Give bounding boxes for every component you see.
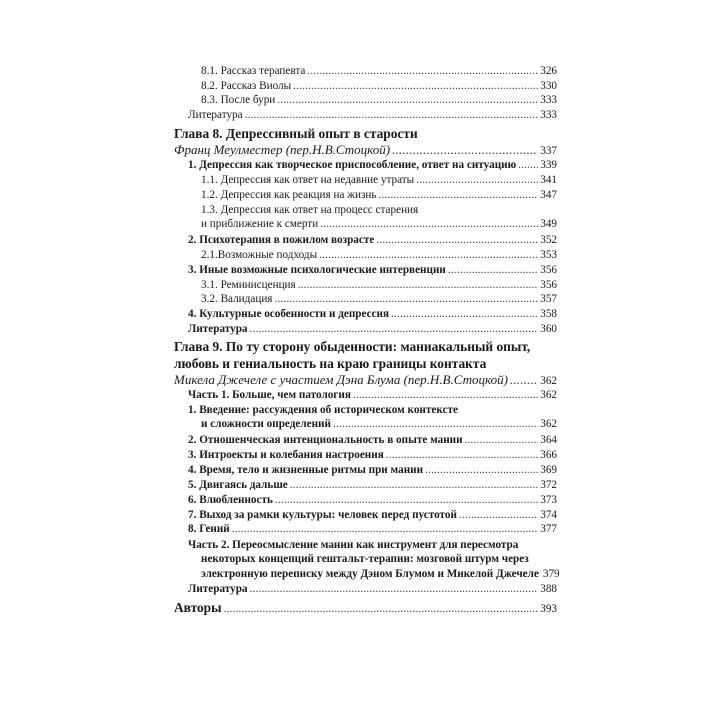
toc-page-number: 372 [540,479,557,491]
toc-page-number: 333 [540,109,557,121]
toc-page-number: 362 [540,389,557,401]
toc-entry [0,93,557,108]
toc-page-number: 377 [540,523,557,535]
toc-entry [0,433,557,448]
leader-dots [510,372,538,387]
toc-author-entry [0,142,557,159]
toc-entry [0,600,557,617]
leader-dots [274,292,538,307]
toc-page-number: 356 [540,264,557,276]
toc-page-number: 362 [540,418,557,430]
leader-dots [250,322,539,337]
leader-dots [333,417,538,432]
chapter-heading-line2: любовь и гениальность на краю границы контакта [174,356,487,371]
toc-author-text: Микела Джечеле с участием Дэна Блума (пер.Н.В.Стоцкой) [174,372,508,387]
leader-dots [386,448,538,463]
toc-entry [0,188,557,203]
toc-entry [0,448,557,463]
toc-entry-text: 8.2. Рассказ Виолы [201,80,292,92]
toc-entry-text: 8.3. После бури [201,94,276,106]
toc-entry-text: Часть 1. Больше, чем патология [188,389,351,401]
toc-entry [0,478,557,493]
toc-entry [0,263,557,278]
toc-entry [0,64,557,79]
leader-dots [392,142,538,157]
toc-entry [0,522,557,537]
toc-page-number: 388 [540,583,557,595]
toc-entry [0,493,557,508]
toc-entry-text: 4. Время, тело и жизненные ритмы при мании [188,464,424,476]
toc-entry [0,278,557,293]
toc-entry-text: и приближение к смерти [201,218,319,230]
toc-entry-text: Литература [188,109,243,121]
toc-page-number: 339 [540,159,557,171]
toc-page-number: 357 [540,293,557,305]
toc-page-number: 364 [540,434,557,446]
toc-entry-text: 3.2. Валидация [201,293,273,305]
toc-entry [0,158,557,173]
leader-dots [448,263,538,278]
leader-dots [277,93,538,108]
leader-dots [290,478,538,493]
toc-entry-text: Авторы [174,600,222,615]
toc-entry [0,292,557,307]
leader-dots [353,388,538,403]
toc-entry [0,79,557,94]
leader-dots [391,307,538,322]
toc-entry-line: 1. Введение: рассуждения об историческом контексте [188,404,458,416]
toc-page-number: 374 [540,509,557,521]
toc-entry-text: 3. Интроекты и колебания настроения [188,449,384,461]
leader-dots [224,602,539,617]
toc-page-number: 358 [540,308,557,320]
toc-page-number: 356 [540,279,557,291]
toc-entry-text: Литература [188,583,248,595]
toc-entry [0,322,557,337]
toc-page-number: 373 [540,494,557,506]
toc-entry-text: 6. Влюбленность [188,494,273,506]
leader-dots [465,433,539,448]
toc-page-number: 393 [540,603,557,615]
toc-entry [0,173,557,188]
toc-entry [0,233,557,248]
toc-page-number: 333 [540,94,557,106]
toc-page-number: 379 [542,568,560,580]
toc-entry [0,248,557,263]
toc-entry [0,307,557,322]
toc-author-text: Франц Меулместер (пер.Н.В.Стоцкой) [174,142,391,157]
toc-entry-text: 8.1. Рассказ терапевта [201,65,306,77]
toc-page-number: 366 [540,449,557,461]
toc-page-number: 349 [540,218,557,230]
toc-entry-text: 3. Иные возможные психологические интервенции [188,264,446,276]
toc-page-number: 360 [540,323,557,335]
toc-entry-line: Часть 2. Переосмысление мании как инструмент для пересмотра [188,539,519,551]
chapter-heading: Глава 9. По ту сторону обыденности: маниакальный опыт, [174,339,531,354]
leader-dots [376,233,538,248]
toc-entry-text: 2.1.Возможные подходы [201,249,318,261]
toc-entry-text: 1.1. Депрессия как ответ на недавние утраты [201,174,415,186]
leader-dots [459,508,538,523]
toc-entry-text: и сложности определений [201,418,331,430]
toc-entry-text: Литература [188,323,248,335]
leader-dots [298,278,539,293]
toc-entry-text: 7. Выход за рамки культуры: человек перед пустотой [188,509,457,521]
leader-dots [293,79,538,94]
leader-dots [319,248,538,263]
toc-entry [0,217,557,232]
toc-page-number: 330 [540,80,557,92]
toc-entry-text: 5. Двигаясь дальше [188,479,288,491]
toc-entry [0,508,557,523]
toc-entry-text: электронную переписку между Дэном Блумом и Микелой Джечеле [201,568,539,580]
leader-dots [518,158,538,173]
toc-entry [0,567,560,582]
toc-entry-line: некоторых концепций гештальт-терапии: мозговой штурм через [201,553,529,565]
toc-entry [0,388,557,403]
toc-page-number: 352 [540,234,557,246]
toc-entry [0,463,557,478]
toc-page-number: 362 [540,375,557,387]
leader-dots [250,582,539,597]
toc-entry [0,108,557,123]
toc-entry-line: 1.3. Депрессия как ответ на процесс старения [201,204,419,216]
toc-page-number: 369 [540,464,557,476]
chapter-heading: Глава 8. Депрессивный опыт в старости [174,126,418,141]
toc-entry-text: 2. Отношенческая интенциональность в опыте мании [188,434,463,446]
toc-page-number: 353 [540,249,557,261]
leader-dots [416,173,538,188]
leader-dots [232,522,538,537]
toc-author-entry [0,372,557,389]
toc-entry-text: 8. Гений [188,523,230,535]
toc-entry-text: 1. Депрессия как творческое приспособление, ответ на ситуацию [188,159,517,171]
toc-entry-text: 3.1. Реминисценция [201,279,296,291]
toc-page-number: 347 [540,189,557,201]
toc-entry [0,582,557,597]
leader-dots [320,217,538,232]
leader-dots [307,64,538,79]
leader-dots [425,463,538,478]
toc-entry-text: 2. Психотерапия в пожилом возрасте [188,234,375,246]
toc-entry-text: 4. Культурные особенности и депрессия [188,308,390,320]
toc-page-number: 341 [540,174,557,186]
toc-entry [0,417,557,432]
toc-page-number: 326 [540,65,557,77]
toc-page-number: 337 [540,145,557,157]
leader-dots [245,108,539,123]
leader-dots [378,188,538,203]
leader-dots [275,493,538,508]
toc-entry-text: 1.2. Депрессия как реакция на жизнь [201,189,377,201]
